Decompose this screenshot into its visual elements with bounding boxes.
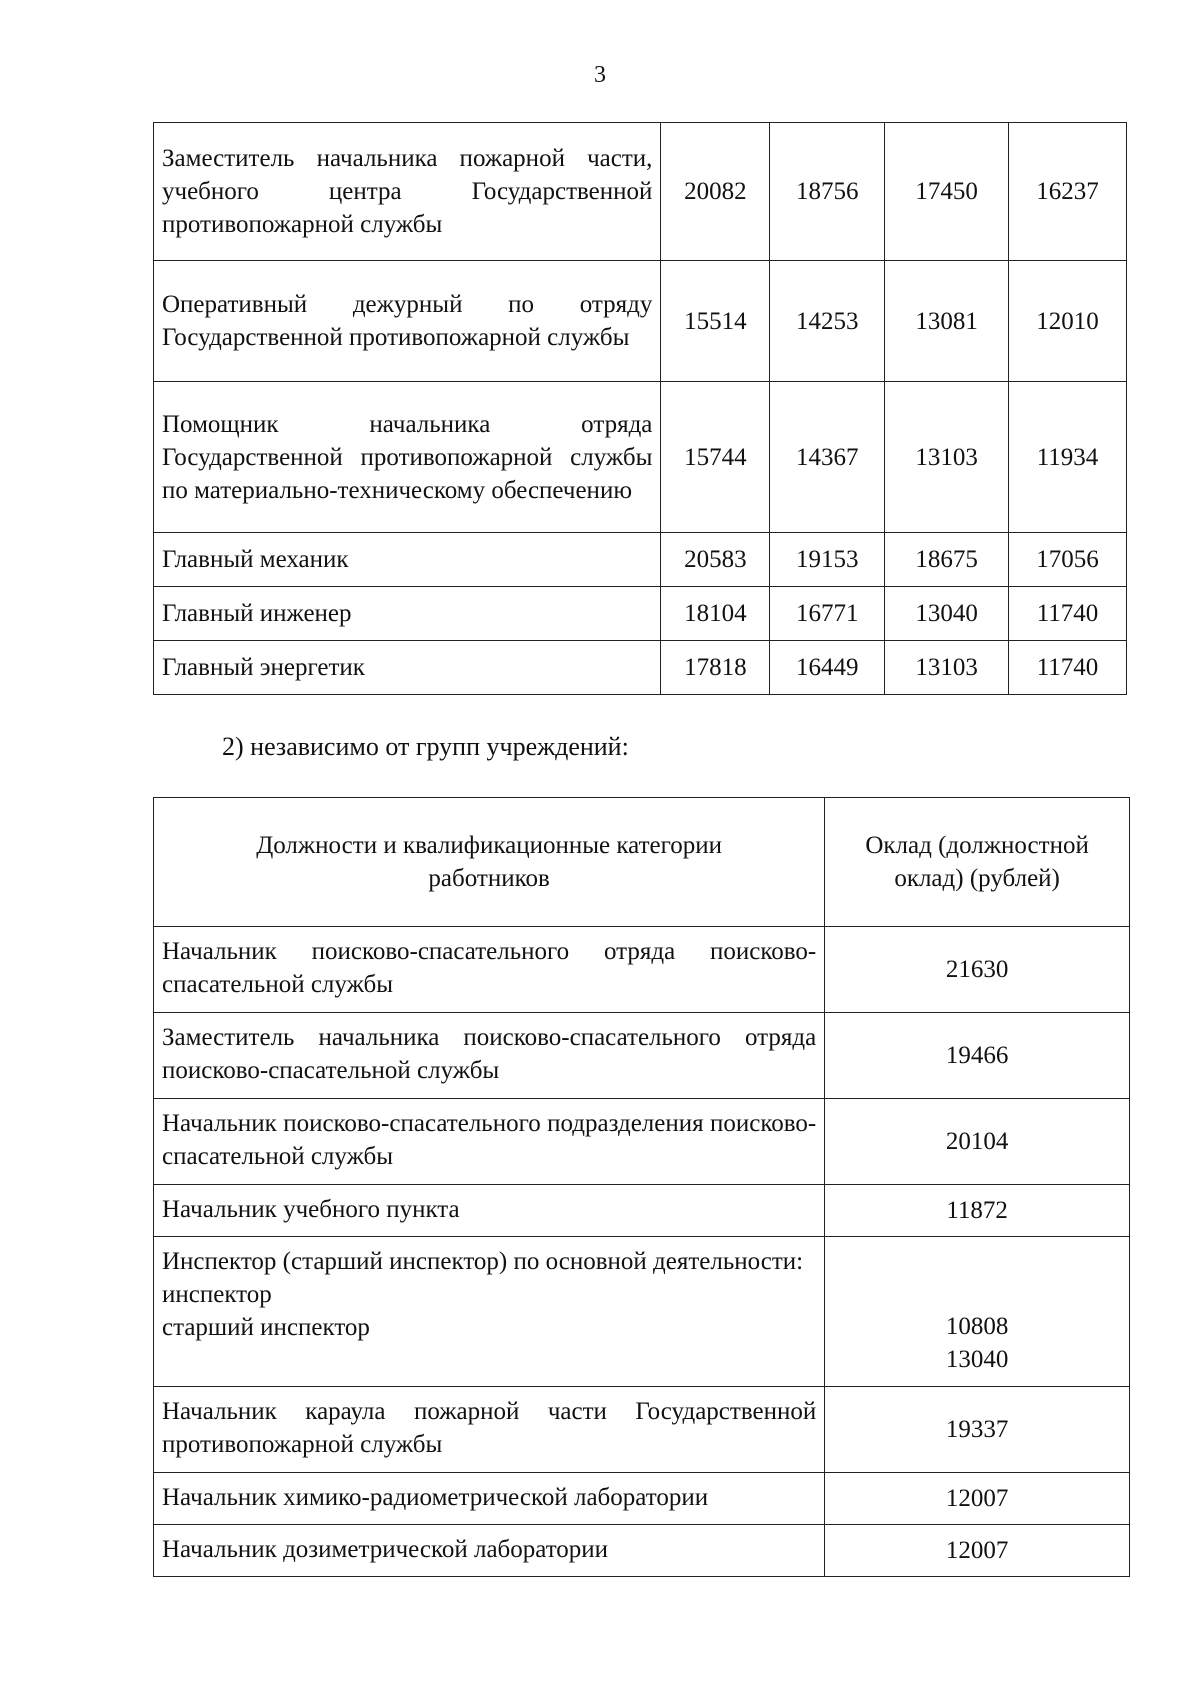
table-row	[154, 382, 1127, 533]
salary-value: 21630	[825, 927, 1130, 1013]
salary-value: 19153	[770, 533, 885, 587]
table-row	[154, 533, 1127, 587]
salary-value: 15514	[661, 261, 770, 382]
table-row	[154, 587, 1127, 641]
salary-value: 15744	[661, 382, 770, 533]
salary-value: 13081	[885, 261, 1009, 382]
salary-value: 10808	[945, 1313, 1009, 1340]
position-title: Инспектор (старший инспектор) по основной деятельности:	[162, 1248, 804, 1275]
salary-value: 20082	[661, 123, 770, 261]
salary-value: 18675	[885, 533, 1009, 587]
position-name: Начальник поисково-спасательного подразделения поисково-спасательной службы	[154, 1099, 825, 1185]
salary-value: 17818	[661, 641, 770, 695]
table-row	[154, 1387, 1130, 1473]
salary-value: 19337	[825, 1387, 1130, 1473]
table-row	[154, 1099, 1130, 1185]
salary-value: 17450	[885, 123, 1009, 261]
salary-value: 13040	[885, 587, 1009, 641]
salary-value: 12010	[1009, 261, 1127, 382]
salary-value: 18756	[770, 123, 885, 261]
position-name: Начальник учебного пункта	[154, 1185, 825, 1237]
sub-position-label: инспектор	[162, 1281, 272, 1308]
salary-table-independent	[153, 797, 1130, 1577]
table-row	[154, 123, 1127, 261]
salary-table-by-group	[153, 122, 1127, 695]
position-name: Начальник поисково-спасательного отряда поисково-спасательной службы	[154, 927, 825, 1013]
salary-value: 11740	[1009, 641, 1127, 695]
position-name: Оперативный дежурный по отряду Государственной противопожарной службы	[154, 261, 661, 382]
salary-value: 11934	[1009, 382, 1127, 533]
position-name: Главный инженер	[154, 587, 661, 641]
position-name: Заместитель начальника пожарной части, учебного центра Государственной противопожарной службы	[154, 123, 661, 261]
position-name: Начальник дозиметрической лаборатории	[154, 1525, 825, 1577]
salary-value: 19466	[825, 1013, 1130, 1099]
page-number: 3	[594, 62, 606, 88]
position-name: Помощник начальника отряда Государственной противопожарной службы по материально-техническому обеспечению	[154, 382, 661, 533]
salary-value: 16771	[770, 587, 885, 641]
salary-value: 17056	[1009, 533, 1127, 587]
table-row	[154, 1237, 1130, 1387]
position-name: Начальник караула пожарной части Государственной противопожарной службы	[154, 1387, 825, 1473]
salary-value: 11872	[825, 1185, 1130, 1237]
table-row	[154, 927, 1130, 1013]
salary-cell	[825, 1237, 1130, 1387]
position-name: Главный механик	[154, 533, 661, 587]
table-row	[154, 261, 1127, 382]
salary-value: 12007	[825, 1473, 1130, 1525]
salary-value: 14367	[770, 382, 885, 533]
table-row	[154, 1525, 1130, 1577]
table-row	[154, 1013, 1130, 1099]
table-row	[154, 641, 1127, 695]
position-name	[154, 1237, 825, 1387]
salary-value: 12007	[825, 1525, 1130, 1577]
salary-value: 14253	[770, 261, 885, 382]
table-row	[154, 1185, 1130, 1237]
sub-position-label: старший инспектор	[162, 1314, 370, 1341]
table-row	[154, 1473, 1130, 1525]
table-header-row	[154, 798, 1130, 927]
salary-value: 20104	[825, 1099, 1130, 1185]
salary-value: 11740	[1009, 587, 1127, 641]
salary-value: 16237	[1009, 123, 1127, 261]
position-name: Начальник химико-радиометрической лаборатории	[154, 1473, 825, 1525]
column-header-position: Должности и квалификационные категории работников	[154, 798, 825, 927]
salary-value: 13040	[945, 1346, 1009, 1373]
salary-value: 13103	[885, 382, 1009, 533]
position-name: Главный энергетик	[154, 641, 661, 695]
salary-value: 20583	[661, 533, 770, 587]
section-caption: 2) независимо от групп учреждений:	[222, 732, 629, 761]
column-header-salary: Оклад (должностной оклад) (рублей)	[825, 798, 1130, 927]
salary-value: 13103	[885, 641, 1009, 695]
position-name: Заместитель начальника поисково-спасательного отряда поисково-спасательной службы	[154, 1013, 825, 1099]
salary-value: 18104	[661, 587, 770, 641]
salary-value: 16449	[770, 641, 885, 695]
